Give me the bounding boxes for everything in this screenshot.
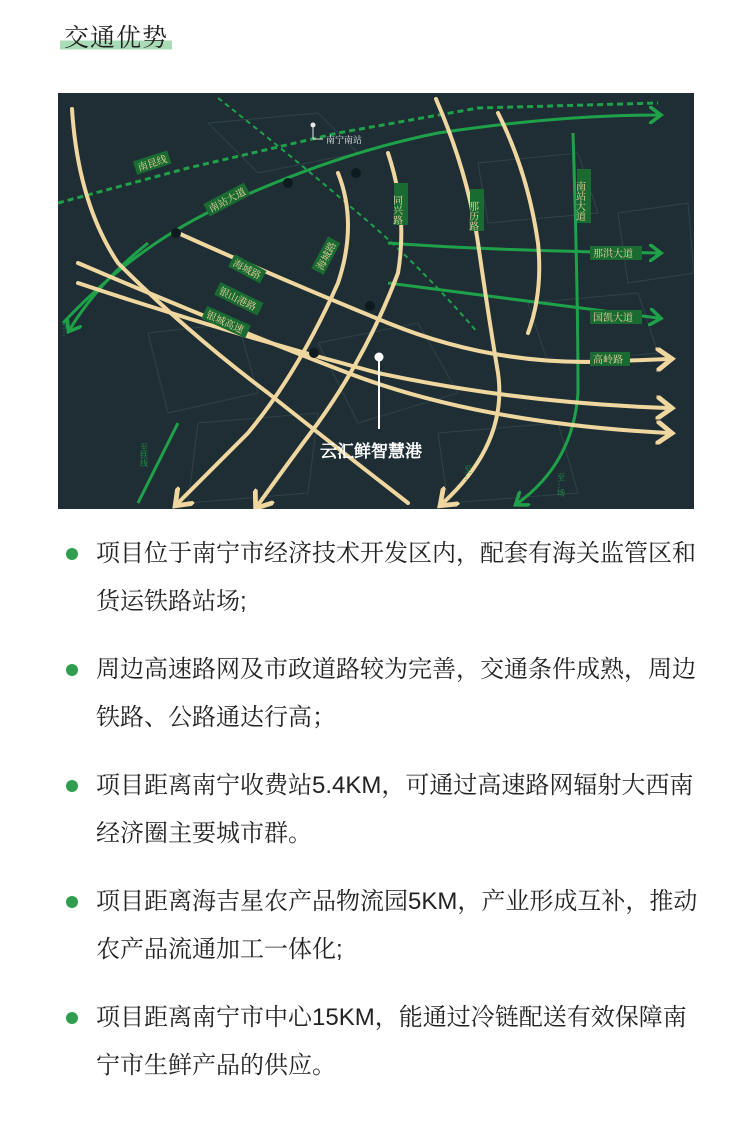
list-item xyxy=(60,530,700,626)
bullet-dot xyxy=(66,1012,78,1024)
list-item xyxy=(60,994,700,1090)
label-to-bottom-right: 至...场 xyxy=(556,473,566,497)
label-nanning-south: 南宁南站 xyxy=(326,136,363,146)
label-nanzhan-dadao: 南站大道 xyxy=(207,186,248,216)
nanning-south-station xyxy=(311,123,363,147)
label-to-bottom-left: 至铁线 xyxy=(139,443,149,467)
map-canvas xyxy=(58,93,694,509)
label-guokai: 国凯大道 xyxy=(593,313,633,324)
label-nanzhan-dadao-box xyxy=(203,183,250,217)
label-to-left: 至... xyxy=(61,321,71,337)
label-to-bottom-mid: 至... xyxy=(463,465,473,481)
label-yincheng: 银城高速 xyxy=(204,309,246,337)
label-yincheng-box xyxy=(201,306,251,338)
label-gaoling-box xyxy=(590,352,630,366)
label-nali: 那历路 xyxy=(466,201,478,231)
feature-list xyxy=(60,530,700,1110)
label-tongxing: 同兴路 xyxy=(390,195,402,225)
label-haicheng-box xyxy=(228,254,266,283)
label-tongxing-box xyxy=(391,183,409,226)
label-haicheng: 海城路 xyxy=(230,258,263,283)
label-nahong: 那洪大道 xyxy=(593,249,633,260)
label-yinshan: 银山港路 xyxy=(216,286,258,314)
list-item xyxy=(60,762,700,858)
bullet-text: 项目距离南宁市中心15KM，能通过冷链配送有效保障南宁市生鲜产品的供应。 xyxy=(96,1004,687,1079)
label-yinshan-box xyxy=(214,282,263,316)
label-nahong-box xyxy=(590,246,642,260)
label-nanzhan-v-box xyxy=(574,169,592,223)
bullet-dot xyxy=(66,780,78,792)
bullet-dot xyxy=(66,548,78,560)
label-nanzhan-v: 南站大道 xyxy=(573,181,585,221)
bullet-text: 项目距离南宁收费站5.4KM，可通过高速路网辐射大西南经济圈主要城市群。 xyxy=(96,772,694,847)
bullet-text: 项目位于南宁市经济技术开发区内，配套有海关监管区和货运铁路站场; xyxy=(96,540,696,615)
label-guokai-box xyxy=(590,310,642,324)
bullet-dot xyxy=(66,896,78,908)
list-item xyxy=(60,646,700,742)
label-nankun: 南昆线 xyxy=(136,154,169,174)
bullet-text: 周边高速路网及市政道路较为完善，交通条件成熟，周边铁路、公路通达行高； xyxy=(96,656,696,731)
bullet-dot xyxy=(66,664,78,676)
road-nali xyxy=(436,99,499,503)
label-gaoling: 高岭路 xyxy=(593,355,623,366)
section-title: 交通优势 xyxy=(60,18,172,54)
transport-map xyxy=(58,93,694,509)
project-label: 云汇鲜智慧港 xyxy=(320,442,422,462)
label-haicheng-2: 海城路 xyxy=(315,240,340,273)
list-item xyxy=(60,878,700,974)
road-nanzhan-dadao xyxy=(63,115,658,323)
bullet-text: 项目距离海吉星农产品物流园5KM，产业形成互补，推动农产品流通加工一体化; xyxy=(96,888,698,963)
label-haicheng-2-box xyxy=(311,237,340,275)
label-nankun-box xyxy=(133,150,172,174)
